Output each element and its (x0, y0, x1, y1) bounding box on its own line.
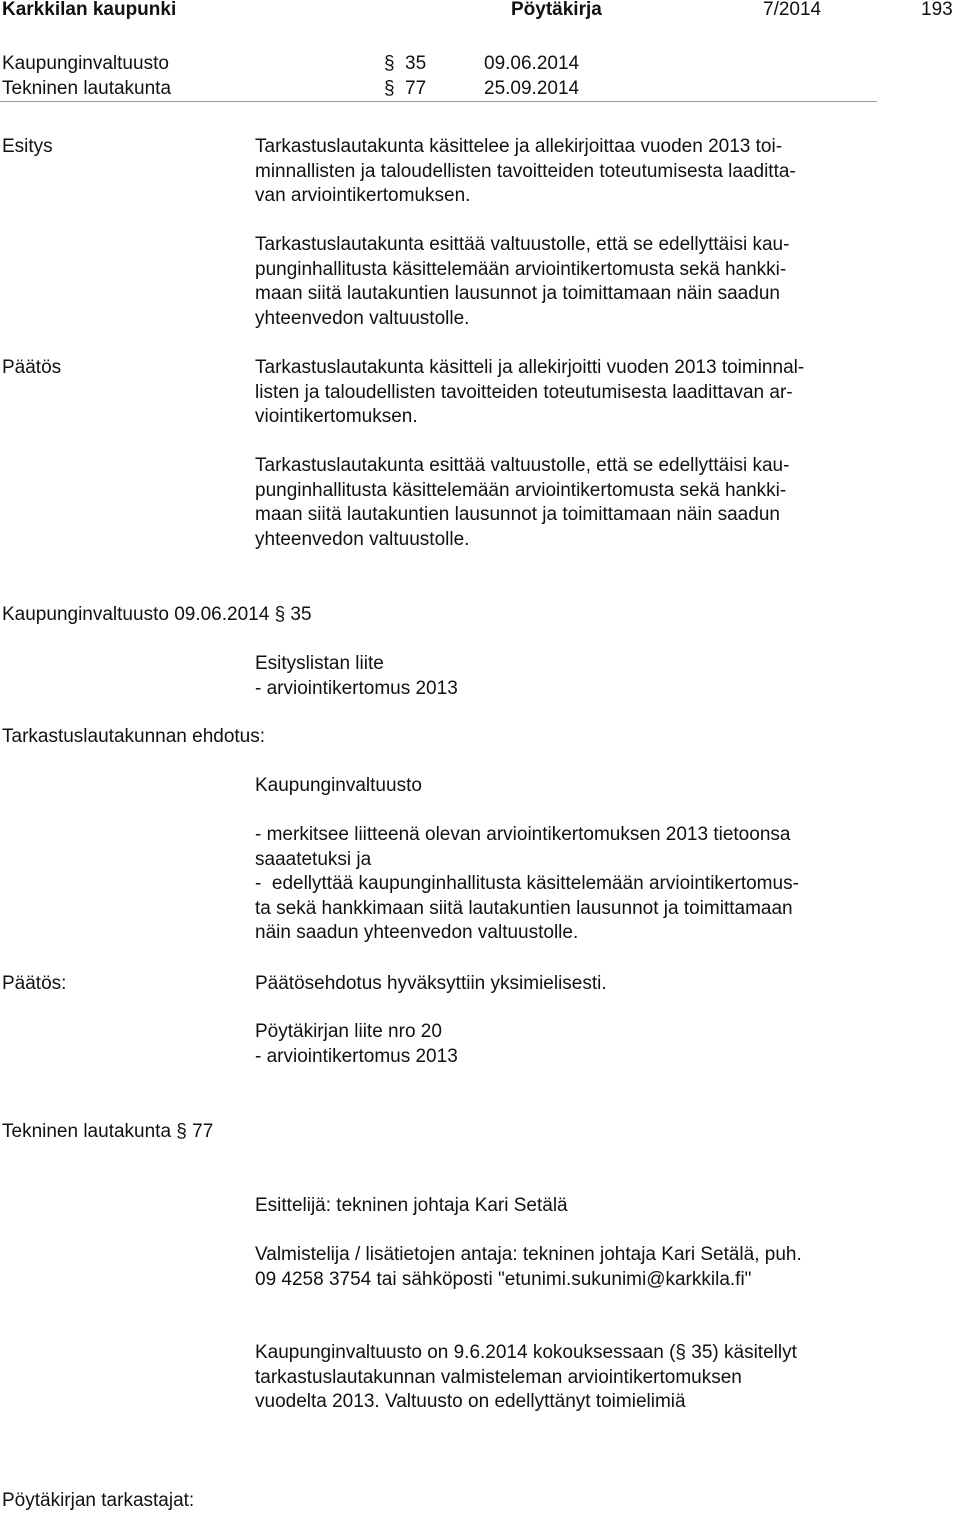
text-line: van arviointikertomuksen. (255, 185, 471, 206)
text-line: - merkitsee liitteenä olevan arviointikertomuksen 2013 tietoonsa (255, 824, 791, 845)
esitys-paragraph-2 (255, 233, 915, 331)
document-type: Pöytäkirja (511, 0, 602, 20)
text-line: saaatetuksi ja (255, 848, 372, 870)
signers-label: Pöytäkirjan tarkastajat: (2, 1490, 195, 1511)
ref-sign-2: § (384, 78, 395, 99)
section-sign: § (176, 1121, 187, 1142)
text-line: punginhallitusta käsittelemään arviointikertomusta sekä hankki- (255, 479, 787, 501)
kv-section-heading (2, 603, 312, 628)
text-line: - arviointikertomus 2013 (255, 1045, 458, 1067)
header-divider (0, 101, 877, 102)
presenter: Esittelijä: tekninen johtaja Kari Setälä (255, 1195, 568, 1216)
decision-label: Päätös: (2, 973, 67, 994)
text-line: Pöytäkirjan liite nro 20 (255, 1021, 442, 1042)
ref-number-2: 77 (405, 78, 427, 99)
section-sign: § (274, 604, 286, 625)
kv-agenda-attachment (255, 652, 915, 701)
esitys-paragraph-1 (255, 135, 915, 209)
text-line: minnallisten ja taloudellisten tavoitteiden toteutumisesta laaditta- (255, 160, 796, 182)
tl-section-heading (2, 1120, 213, 1145)
preparer (255, 1243, 915, 1292)
text-line: ta sekä hankkimaan siitä lautakuntien lausunnot ja toimittamaan (255, 897, 793, 919)
text-line: punginhallitusta käsittelemään arviointikertomusta sekä hankki- (255, 258, 787, 280)
kv-heading-text: Kaupunginvaltuusto 09.06.2014 (2, 604, 270, 625)
proposal-items (255, 823, 915, 946)
ref-number-1: 35 (405, 53, 427, 74)
text-line: Valmistelija / lisätietojen antaja: tekninen johtaja Kari Setälä, puh. (255, 1244, 802, 1265)
text-line: Esityslistan liite (255, 653, 384, 674)
text-line: - arviointikertomus 2013 (255, 677, 458, 699)
proposal-body: Kaupunginvaltuusto (255, 775, 422, 796)
esitys-label: Esitys (2, 136, 53, 157)
text-line: yhteenvedon valtuustolle. (255, 528, 470, 550)
minutes-attachment (255, 1020, 915, 1069)
text-line: maan siitä lautakuntien lausunnot ja toimittamaan näin saadun (255, 283, 780, 304)
text-line: näin saadun yhteenvedon valtuustolle. (255, 922, 579, 943)
text-line: - edellyttää kaupunginhallitusta käsittelemään arviointikertomus- (255, 873, 799, 894)
ref-body-2: Tekninen lautakunta (2, 78, 172, 99)
paatos-paragraph-2 (255, 454, 915, 552)
page-number: 193 (921, 0, 953, 20)
text-line: listen ja taloudellisten tavoitteiden toteutumisesta laadittavan ar- (255, 381, 793, 403)
text-line: 09 4258 3754 tai sähköposti "etunimi.sukunimi@karkkila.fi" (255, 1268, 752, 1290)
paatos-label: Päätös (2, 357, 62, 378)
ref-body-1: Kaupunginvaltuusto (2, 53, 169, 74)
text-line: Tarkastuslautakunta käsitteli ja allekirjoitti vuoden 2013 toiminnal- (255, 357, 805, 378)
text-line: maan siitä lautakuntien lausunnot ja toimittamaan näin saadun (255, 504, 780, 525)
text-line: tarkastuslautakunnan valmisteleman arviointikertomuksen (255, 1366, 742, 1388)
ref-date-1: 09.06.2014 (484, 53, 580, 74)
ref-sign-1: § (384, 53, 395, 74)
tl-text (255, 1341, 915, 1415)
org-name: Karkkilan kaupunki (2, 0, 177, 20)
text-line: yhteenvedon valtuustolle. (255, 307, 470, 329)
kv-heading-number: 35 (290, 604, 312, 625)
tl-heading-number: 77 (192, 1121, 214, 1142)
ref-date-2: 25.09.2014 (484, 78, 580, 99)
tl-heading-text: Tekninen lautakunta (2, 1121, 172, 1142)
text-line: Tarkastuslautakunta esittää valtuustolle, että se edellyttäisi kau- (255, 455, 790, 476)
decision-text: Päätösehdotus hyväksyttiin yksimielisesti. (255, 973, 607, 994)
text-line: viointikertomuksen. (255, 406, 418, 427)
text-line: Kaupunginvaltuusto on 9.6.2014 kokouksessaan (§ 35) käsitellyt (255, 1342, 797, 1363)
paatos-paragraph-1 (255, 356, 915, 430)
text-line: Tarkastuslautakunta esittää valtuustolle, että se edellyttäisi kau- (255, 234, 790, 255)
text-line: Tarkastuslautakunta käsittelee ja allekirjoittaa vuoden 2013 toi- (255, 136, 783, 157)
issue-number: 7/2014 (763, 0, 822, 20)
text-line: vuodelta 2013. Valtuusto on edellyttänyt toimielimiä (255, 1391, 686, 1412)
proposal-label: Tarkastuslautakunnan ehdotus: (2, 726, 266, 747)
